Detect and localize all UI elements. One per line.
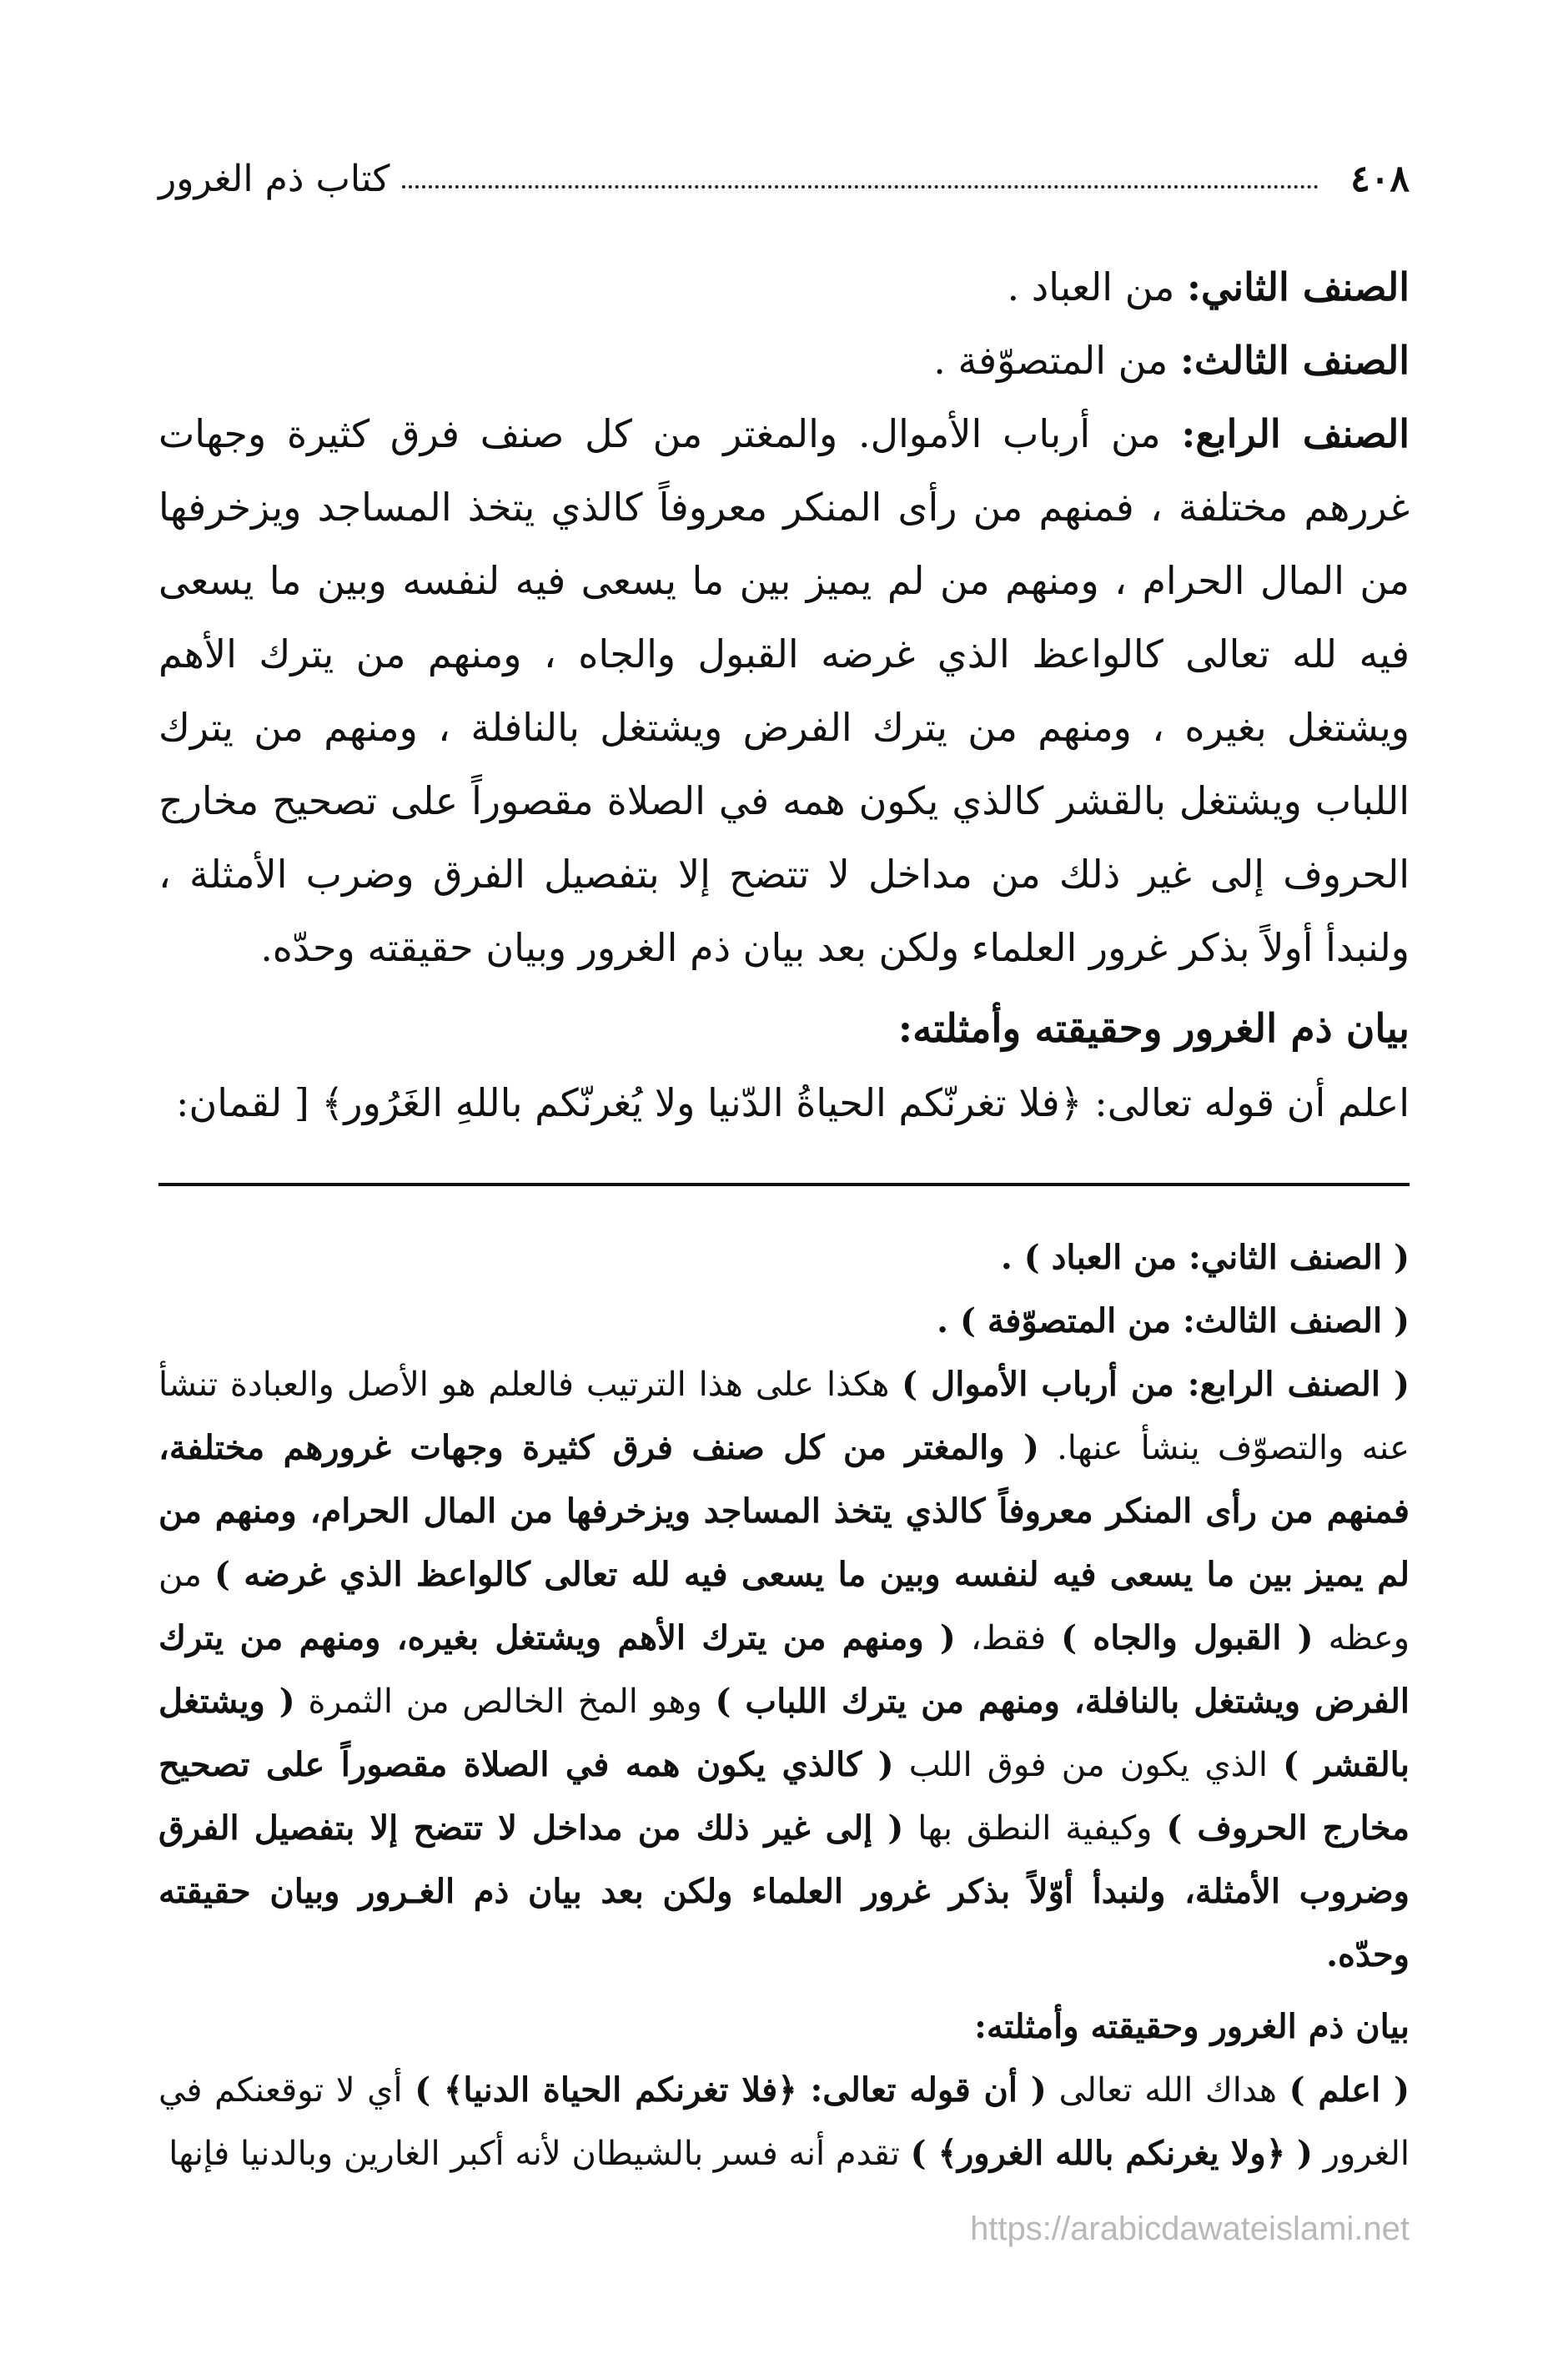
paragraph-text: من أرباب الأموال. والمغتر من كل صنف فرق كثيرة وجهات غررهم مختلفة ، فمنهم من رأى المنكر معروفاً كالذي يتخذ المساجد ويزخرفها من المال الحرام ، ومنهم من لم يميز بين ما يسعى فيه لنفسه وبين ما يسعى فيه لله تعالى كالواعظ الذي غرضه القبول والجاه ، ومنهم من يترك الأهم ويشتغل بغيره ، ومنهم من يترك الفرض ويشتغل بالنافلة ، ومنهم من يترك اللباب ويشتغل بالقشر كالذي يكون همه في الصلاة مقصوراً على تصحيح مخارج الحروف إلى غير ذلك من مداخل لا تتضح إلا بتفصيل الفرق وضرب الأمثلة ، ولنبدأ أولاً بذكر غرور العلماء ولكن بعد بيان ذم الغرور وبيان حقيقته وحدّه. [158,411,1410,970]
gloss-text: من وعظه [158,1556,1410,1657]
quoted-text: ( اعلم ) [1289,2070,1410,2110]
paragraph-text: من العباد . [1007,264,1187,309]
gloss-text: وهو المخ الخالص من الثمرة [294,1682,716,1721]
category-label: الصنف الثالث: [1179,338,1410,383]
gloss-text: وكيفية النطق بها [903,1809,1167,1848]
main-paragraph-3 [158,397,1410,984]
gloss-text: هداك الله تعالى [1046,2071,1289,2110]
commentary-heading: بيان ذم الغرور وحقيقته وأمثلته: [974,2007,1410,2046]
commentary-paragraph-1: ( الصنف الثاني: من العباد ) . [1000,1238,1410,1277]
category-label: الصنف الثاني: [1186,264,1410,309]
footnote-divider [158,1183,1410,1186]
gloss-text: الذي يكون من فوق اللب [893,1746,1284,1784]
header-dot-leader [402,185,1319,189]
quoted-text: ( القبول والجاه ) [1061,1618,1314,1657]
running-header [158,142,1410,200]
quoted-text: ( ويشتغل بالقشر ) [158,1682,1410,1784]
commentary-paragraph-2: ( الصنف الثالث: من المتصوّفة ) . [937,1301,1410,1340]
commentary-paragraph-3 [158,1353,1410,1987]
quoted-text: ( ﴿ولا يغرنكم بالله الغرور﴾ ) [910,2134,1313,2173]
main-paragraph-4: اعلم أن قوله تعالى: ﴿فلا تغرنّكم الحياةُ الدّنيا ولا يُغرنّكم باللهِ الغَرُور﴾ [ لقمان: [176,1080,1410,1125]
quoted-text: ( أن قوله تعالى: ﴿فلا تغرنكم الحياة الدنيا﴾ ) [415,2070,1047,2110]
section-heading: بيان ذم الغرور وحقيقته وأمثلته: [897,1006,1410,1052]
book-title: كتاب ذم الغرور [158,158,390,200]
quoted-text: ( ومنهم من يترك الأهم ويشتغل بغيره، ومنهم من يترك الفرض ويشتغل بالنافلة، ومنهم من يترك اللباب ) [158,1618,1410,1721]
gloss-text: تقدم أنه فسر بالشيطان لأنه أكبر الغارين وبالدنيا فإنها [168,2135,911,2173]
main-text [158,250,1410,1139]
page-number: ٤٠٨ [1350,158,1410,200]
watermark-url: https://arabicdawateislami.net [970,2211,1410,2247]
commentary-paragraph-4 [158,2059,1410,2185]
quoted-text: ( والمغتر من كل صنف فرق كثيرة وجهات غرورهم مختلفة، فمنهم من رأى المنكر معروفاً كالذي يتخذ المساجد ويزخرفها من المال الحرام، ومنهم من لم يميز بين ما يسعى فيه لنفسه وبين ما يسعى فيه لله تعالى كالواعظ الذي غرضه ) [158,1428,1410,1594]
gloss-text: أي لا توقعنكم في الغرور [158,2071,1410,2173]
quoted-text: ( كالذي يكون همه في الصلاة مقصوراً على تصحيح مخارج الحروف ) [158,1745,1410,1848]
commentary-text [158,1226,1410,2185]
gloss-text: هكذا على هذا الترتيب فالعلم هو الأصل والعبادة تنشأ عنه والتصوّف ينشأ عنها. [158,1366,1410,1467]
quoted-text: ( الصنف الرابع: من أرباب الأموال ) [902,1365,1410,1404]
gloss-text: فقط، [955,1619,1062,1657]
paragraph-text: من المتصوّفة . [933,338,1180,383]
quoted-text: ( إلى غير ذلك من مداخل لا تتضح إلا بتفصيل الفرق وضروب الأمثلة، ولنبدأ أوّلاً بذكر غرور العلماء ولكن بعد بيان ذم الغـرور وبيان حقيقته وحدّه. [158,1808,1410,1974]
main-paragraph-1 [158,250,1410,324]
category-label: الصنف الرابع: [1181,411,1410,456]
main-paragraph-2 [158,324,1410,397]
